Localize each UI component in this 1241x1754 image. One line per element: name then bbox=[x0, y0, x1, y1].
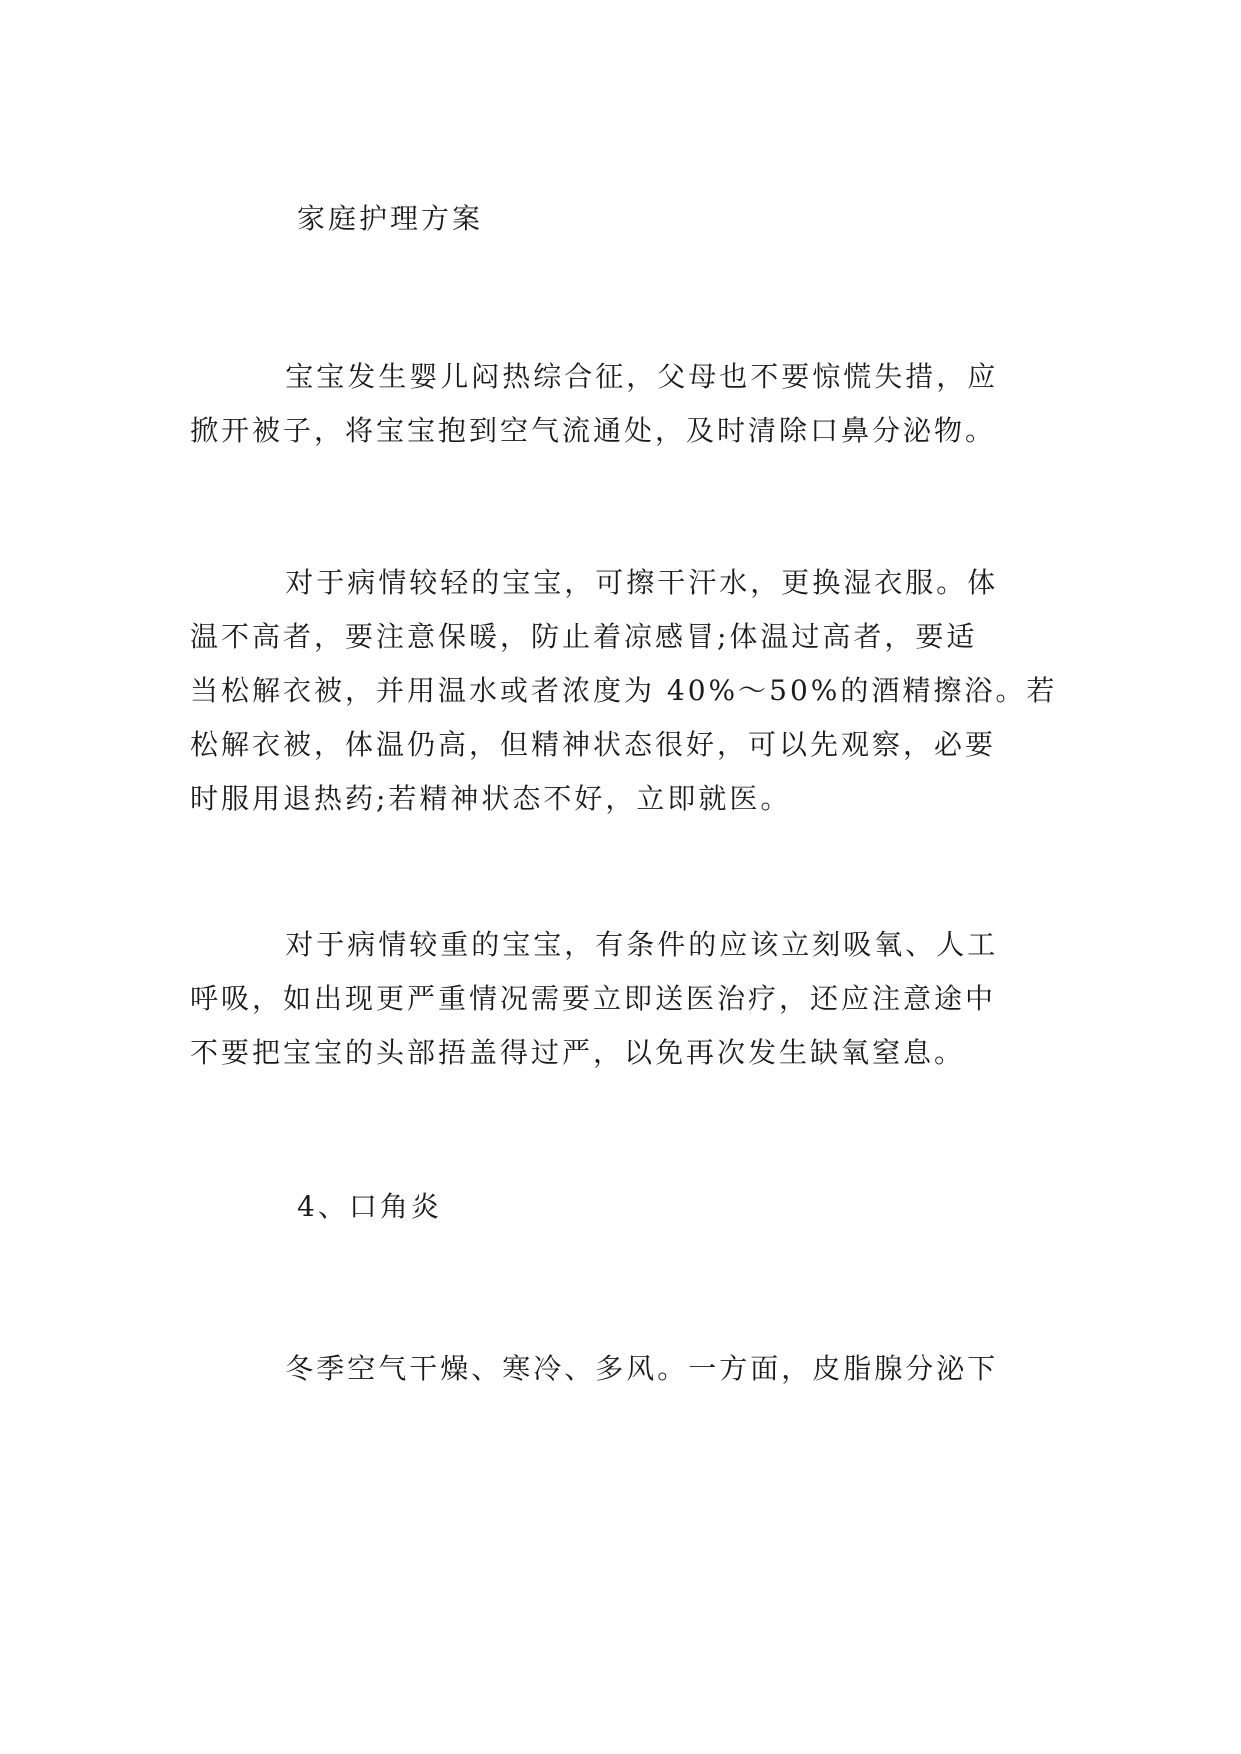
paragraph-1 bbox=[190, 350, 1050, 458]
paragraph-line: 对于病情较轻的宝宝，可擦干汗水，更换湿衣服。体 bbox=[190, 566, 999, 599]
paragraph-line: 呼吸，如出现更严重情况需要立即送医治疗，还应注意途中 bbox=[190, 982, 997, 1015]
paragraph-3 bbox=[190, 918, 1050, 1080]
heading-home-care: 家庭护理方案 bbox=[297, 202, 484, 235]
paragraph-line: 时服用退热药;若精神状态不好，立即就医。 bbox=[190, 782, 792, 815]
paragraph-line: 当松解衣被，并用温水或者浓度为 40%～50%的酒精擦浴。若 bbox=[190, 674, 1058, 707]
paragraph-line: 温不高者，要注意保暖，防止着凉感冒;体温过高者，要适 bbox=[190, 620, 978, 653]
paragraph-2 bbox=[190, 556, 1058, 826]
paragraph-line: 不要把宝宝的头部捂盖得过严，以免再次发生缺氧窒息。 bbox=[190, 1036, 966, 1069]
paragraph-line: 对于病情较重的宝宝，有条件的应该立刻吸氧、人工 bbox=[190, 928, 999, 961]
heading-section-4: 4、口角炎 bbox=[297, 1190, 442, 1223]
paragraph-4 bbox=[190, 1342, 1050, 1396]
paragraph-line: 掀开被子，将宝宝抱到空气流通处，及时清除口鼻分泌物。 bbox=[190, 414, 997, 447]
paragraph-line: 松解衣被，体温仍高，但精神状态很好，可以先观察，必要 bbox=[190, 728, 997, 761]
paragraph-line: 冬季空气干燥、寒冷、多风。一方面，皮脂腺分泌下 bbox=[190, 1352, 999, 1385]
paragraph-line: 宝宝发生婴儿闷热综合征，父母也不要惊慌失措，应 bbox=[190, 360, 999, 393]
